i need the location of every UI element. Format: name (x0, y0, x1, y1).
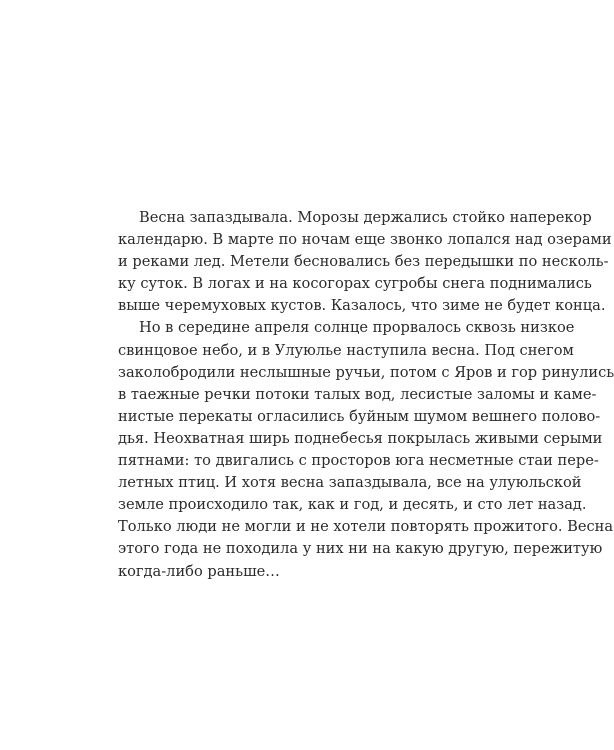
text-line: нистые перекаты огласились буйным шумом вешнего полово- (118, 407, 601, 425)
text-line: дья. Неохватная ширь поднебесья покрылась живыми серыми (118, 429, 603, 447)
text-line: в таежные речки потоки талых вод, лесистые заломы и каме- (118, 385, 597, 403)
text-line: свинцовое небо, и в Улуюлье наступила весна. Под снегом (118, 341, 574, 359)
text-line: пятнами: то двигались с просторов юга несметные стаи пере- (118, 452, 599, 470)
body-text (118, 207, 614, 583)
text-line: этого года не походила у них ни на какую другую, пережитую (118, 540, 603, 558)
text-line: Только люди не могли и не хотели повторять прожитого. Весна (118, 518, 614, 536)
text-line: календарю. В марте по ночам еще звонко лопался над озерами (118, 231, 612, 249)
text-line: Весна запаздывала. Морозы держались стойко наперекор (139, 209, 592, 226)
text-line: когда-либо раньше… (118, 562, 280, 580)
text-line: летных птиц. И хотя весна запаздывала, все на улуюльской (118, 474, 582, 492)
text-line: и реками лед. Метели бесновались без передышки по несколь- (118, 253, 609, 271)
paragraph-2 (118, 317, 614, 582)
text-line: заколобродили неслышные ручьи, потом с Яров и гор ринулись (118, 363, 614, 381)
text-line: ку суток. В логах и на косогорах сугробы снега поднимались (118, 275, 592, 293)
paragraph-1 (118, 207, 612, 317)
text-line: Но в середине апреля солнце прорвалось сквозь низкое (139, 319, 575, 337)
text-line: выше черемуховых кустов. Казалось, что зиме не будет конца. (118, 297, 606, 315)
text-line: земле происходило так, как и год, и десять, и сто лет назад. (118, 496, 587, 514)
